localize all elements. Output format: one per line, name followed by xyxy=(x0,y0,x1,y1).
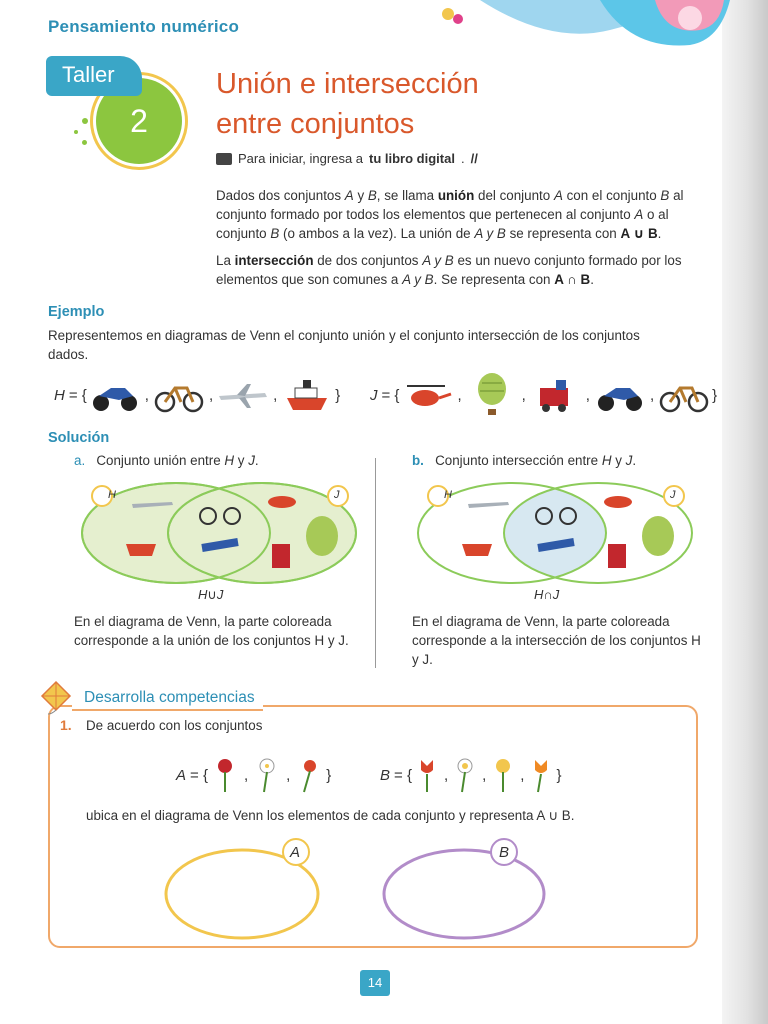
venn-union-j-label: J xyxy=(334,489,340,501)
orange-tulip-icon xyxy=(528,756,554,794)
solution-a-label: a. Conjunto unión entre H y J. xyxy=(74,453,259,468)
example-text: Representemos en diagramas de Venn el conjunto unión y el conjunto intersección de los conjuntos dados. xyxy=(48,328,640,362)
page-number: 14 xyxy=(360,970,390,996)
airplane-icon xyxy=(217,376,269,414)
digital-link[interactable]: tu libro digital xyxy=(369,151,455,166)
section-label: Pensamiento numérico xyxy=(48,17,240,36)
set-j: J = { , , , , } xyxy=(370,372,717,418)
intersection-operation-label: H∩J xyxy=(534,587,560,602)
venn-a-label: A xyxy=(290,844,301,861)
toy-train-icon xyxy=(530,376,582,414)
digital-suffix: . xyxy=(460,151,465,166)
intersection-definition: La intersección de dos conjuntos A y B es un nuevo conjunto formado por los elementos que son comunes a A y B. Se representa con A ∩ B. xyxy=(216,253,682,287)
column-divider xyxy=(375,458,376,668)
kite-icon xyxy=(38,680,74,716)
solution-heading: Solución xyxy=(48,430,110,446)
venn-union-h-label: H xyxy=(108,489,116,501)
hot-air-balloon-icon xyxy=(466,373,518,417)
venn-inter-h-label: H xyxy=(444,489,452,501)
venn-intersection-diagram xyxy=(412,478,702,588)
competencias-tab: Desarrolla competencias xyxy=(72,689,263,711)
solution-b-label: b. Conjunto intersección entre H y J. xyxy=(412,453,637,468)
venn-union-diagram xyxy=(76,478,366,588)
exercise-instruction: ubica en el diagrama de Venn los elementos de cada conjunto y representa A ∪ B. xyxy=(86,808,575,823)
taller-label: Taller xyxy=(46,56,142,96)
title-line-1: Unión e intersección xyxy=(216,68,479,100)
red-flower-icon xyxy=(294,756,324,794)
bicycle-icon xyxy=(153,376,205,414)
set-a: A = { , , } xyxy=(176,752,331,798)
computer-icon xyxy=(216,153,232,165)
set-b: B = { , , , } xyxy=(380,752,561,798)
tulip-icon xyxy=(414,756,440,794)
union-caption: En el diagrama de Venn, la parte coloreada corresponde a la unión de los conjuntos H y J. xyxy=(74,614,349,648)
taller-number: 2 xyxy=(96,78,182,164)
ship-icon xyxy=(281,376,333,414)
pointer-icon: // xyxy=(470,151,478,166)
page-title xyxy=(216,64,536,144)
union-operation-label: H∪J xyxy=(198,587,224,602)
page-edge xyxy=(722,0,768,1024)
header-decoration xyxy=(400,0,730,70)
motorcycle-icon xyxy=(89,376,141,414)
yellow-flower-icon xyxy=(490,756,516,794)
intersection-caption: En el diagrama de Venn, la parte coloreada corresponde a la intersección de los conjuntos H y J. xyxy=(412,614,701,667)
white-flower-icon xyxy=(252,756,282,794)
daisy-icon xyxy=(452,756,478,794)
bicycle-icon xyxy=(658,376,710,414)
union-definition: Dados dos conjuntos A y B, se llama unión del conjunto A con el conjunto B al conjunto formado por todos los elementos que pertenecen al conjunto A o al conjunto B (o ambos a la vez). La unión de A y B se representa con A ∪ B. xyxy=(216,188,684,241)
rose-icon xyxy=(210,756,240,794)
set-h: H = { , , , } xyxy=(54,372,340,418)
motorcycle-icon xyxy=(594,376,646,414)
venn-inter-j-label: J xyxy=(670,489,676,501)
exercise-text: De acuerdo con los conjuntos xyxy=(86,718,263,733)
venn-b-label: B xyxy=(499,844,510,861)
title-line-2: entre conjuntos xyxy=(216,108,415,140)
digital-prefix: Para iniciar, ingresa a xyxy=(238,151,364,166)
digital-book-line[interactable] xyxy=(216,151,478,166)
example-heading: Ejemplo xyxy=(48,304,105,320)
exercise-number: 1. xyxy=(60,717,72,733)
helicopter-icon xyxy=(401,376,453,414)
